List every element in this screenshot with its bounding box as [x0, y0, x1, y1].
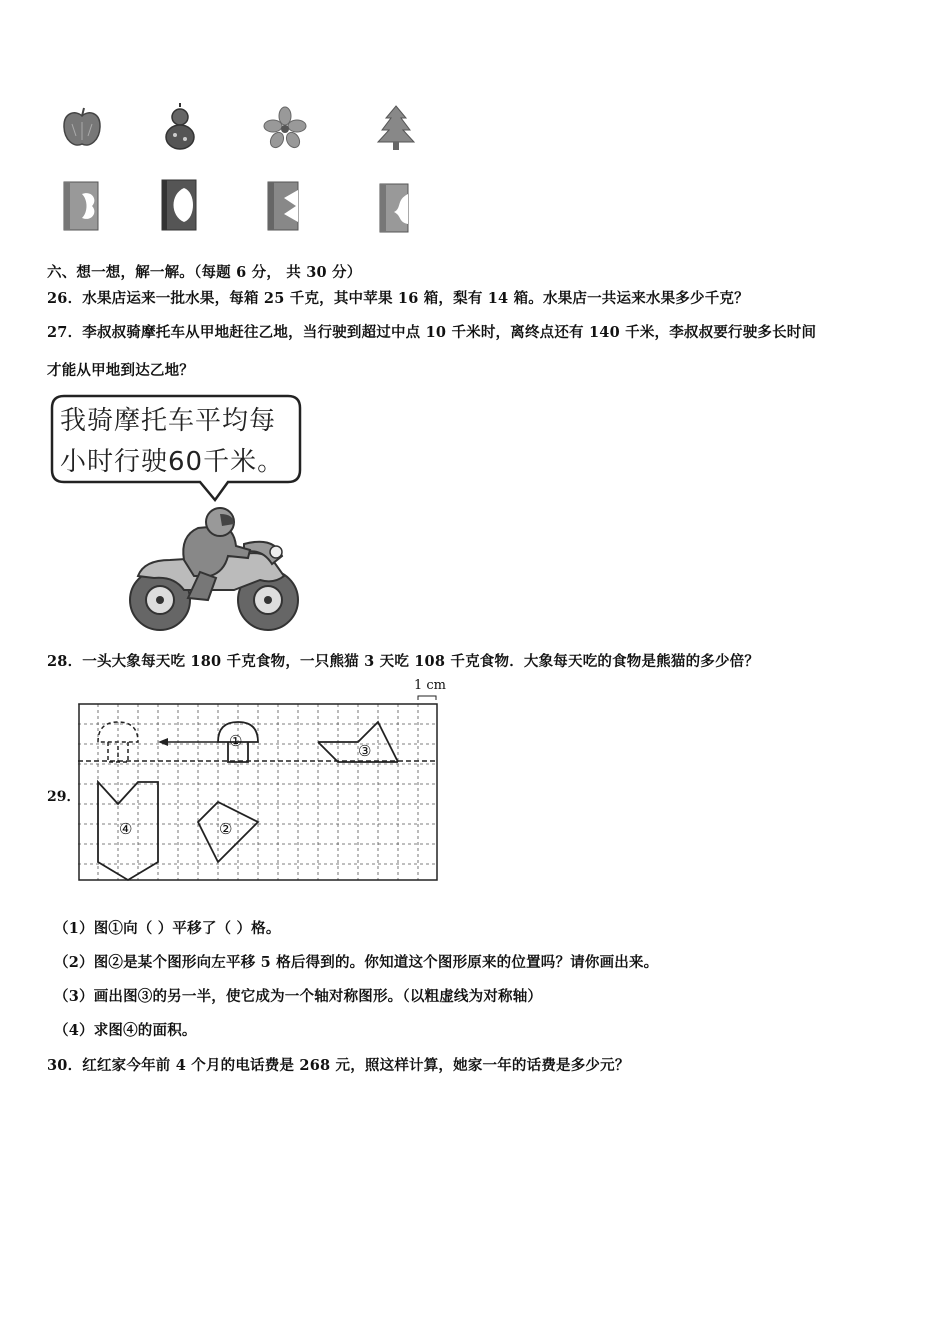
- shape-label-2: ②: [219, 820, 233, 838]
- speech-bubble-line1: 我骑摩托车平均每: [60, 406, 277, 436]
- e-shape-moon-icon: [160, 178, 200, 232]
- scale-label: 1 cm: [414, 678, 447, 693]
- e-shape-curve-icon: [378, 182, 412, 234]
- question-27-line1: 27．李叔叔骑摩托车从甲地赶往乙地，当行驶到超过中点 10 千米时，离终点还有 140 千米，李叔叔要行驶多长时间: [47, 324, 817, 341]
- speech-bubble-line2: 小时行驶60千米。: [60, 447, 285, 477]
- question-27-line2: 才能从甲地到达乙地？: [47, 362, 194, 379]
- question-29-sub2: （2）图②是某个图形向左平移 5 格后得到的。你知道这个图形原来的位置吗？请你画出来。: [54, 954, 659, 971]
- grid-diagram: [78, 694, 440, 884]
- question-28: 28．一头大象每天吃 180 千克食物，一只熊猫 3 天吃 108 千克食物．大象每天吃的食物是熊猫的多少倍？: [47, 653, 760, 670]
- question-29-sub3: （3）画出图③的另一半，使它成为一个轴对称图形。（以粗虚线为对称轴）: [54, 988, 543, 1005]
- shape-label-1: ①: [229, 732, 243, 750]
- shape-label-4: ④: [119, 820, 133, 838]
- flower-cutout-icon: [262, 106, 308, 150]
- motorcycle-rider-illustration: [124, 506, 302, 634]
- e-shape-flower-icon: [62, 180, 102, 232]
- shape-label-3: ③: [358, 742, 372, 760]
- gourd-cutout-icon: [160, 103, 200, 153]
- apple-cutout-icon: [58, 104, 106, 152]
- question-29-sub4: （4）求图④的面积。: [54, 1022, 197, 1039]
- question-29-sub1: （1）图①向（ ）平移了（ ）格。: [54, 920, 281, 937]
- question-26: 26．水果店运来一批水果，每箱 25 千克，其中苹果 16 箱，梨有 14 箱。水果店一共运来水果多少千克？: [47, 290, 749, 307]
- tree-cutout-icon: [376, 104, 416, 152]
- section6-heading: 六、想一想，解一解。（每题 6 分， 共 30 分）: [47, 264, 362, 281]
- question-30: 30．红红家今年前 4 个月的电话费是 268 元，照这样计算，她家一年的话费是多少元？: [47, 1057, 630, 1074]
- question-29-number: 29．: [47, 789, 81, 805]
- e-shape-zigzag-icon: [266, 180, 302, 232]
